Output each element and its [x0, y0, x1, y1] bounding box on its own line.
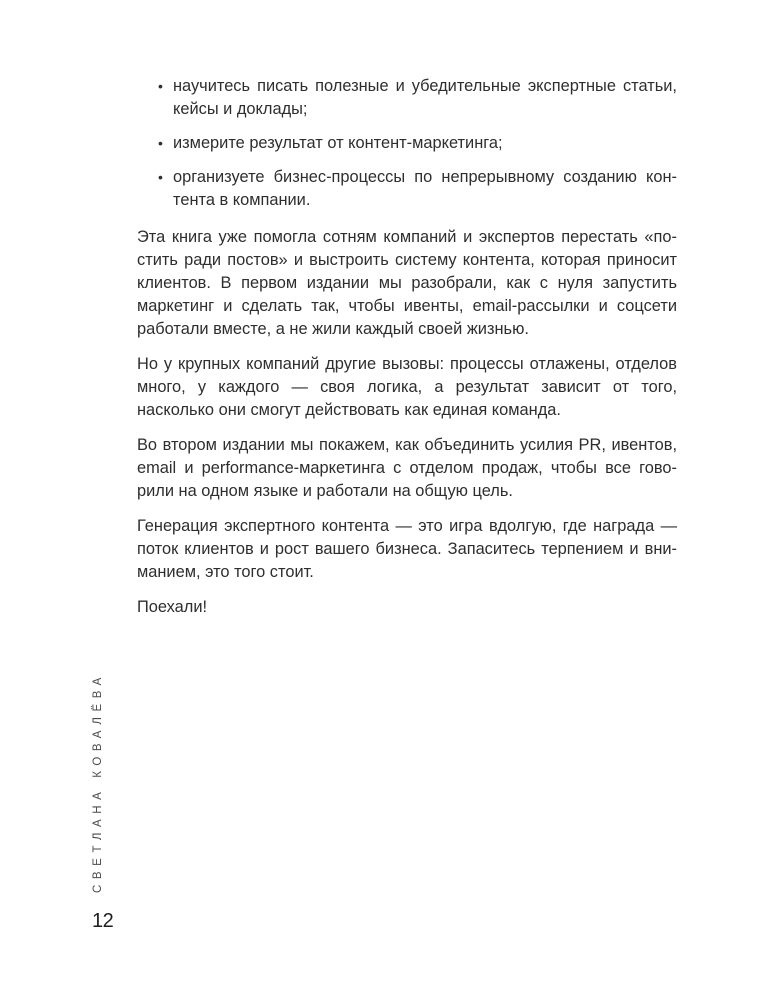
bullet-text: организуете бизнес-процессы по непрерывному созданию контента в компании. [173, 168, 677, 209]
bullet-dot-icon: • [158, 135, 163, 151]
page-body [137, 75, 677, 631]
bullet-item [137, 75, 677, 121]
bullet-text: научитесь писать полезные и убедительные экспертные статьи, кейсы и доклады; [173, 77, 677, 118]
paragraph: Эта книга уже помогла сотням компаний и экспертов перестать «постить ради постов» и выстроить систему контента, которая приносит клиентов. В первом издании мы разобрали, как с нуля запустить маркетинг и сделать так, чтобы ивенты, email-рассылки и соцсети работали вместе, а не жили каждый своей жизнью. [137, 228, 677, 338]
bullet-list [137, 75, 677, 212]
bullet-text: измерите результат от контент-маркетинга; [173, 134, 503, 152]
bullet-item [137, 132, 677, 155]
paragraph: Генерация экспертного контента — это игра вдолгую, где награда — поток клиентов и рост вашего бизнеса. Запаситесь терпением и вниманием, это того стоит. [137, 517, 677, 581]
bullet-dot-icon: • [158, 169, 163, 185]
paragraph: Но у крупных компаний другие вызовы: процессы отлажены, отделов много, у каждого — своя логика, а результат зависит от того, насколько они смогут действовать как единая команда. [137, 355, 677, 419]
closing-line: Поехали! [137, 598, 208, 616]
author-running-head: СВЕТЛАНА КОВАЛЁВА [92, 672, 104, 893]
bullet-item [137, 166, 677, 212]
paragraph: Во втором издании мы покажем, как объединить усилия PR, ивентов, email и performance-маркетинга с отделом продаж, чтобы все говорили на одном языке и работали на общую цель. [137, 436, 677, 500]
page-number: 12 [92, 910, 114, 932]
bullet-dot-icon: • [158, 78, 163, 94]
